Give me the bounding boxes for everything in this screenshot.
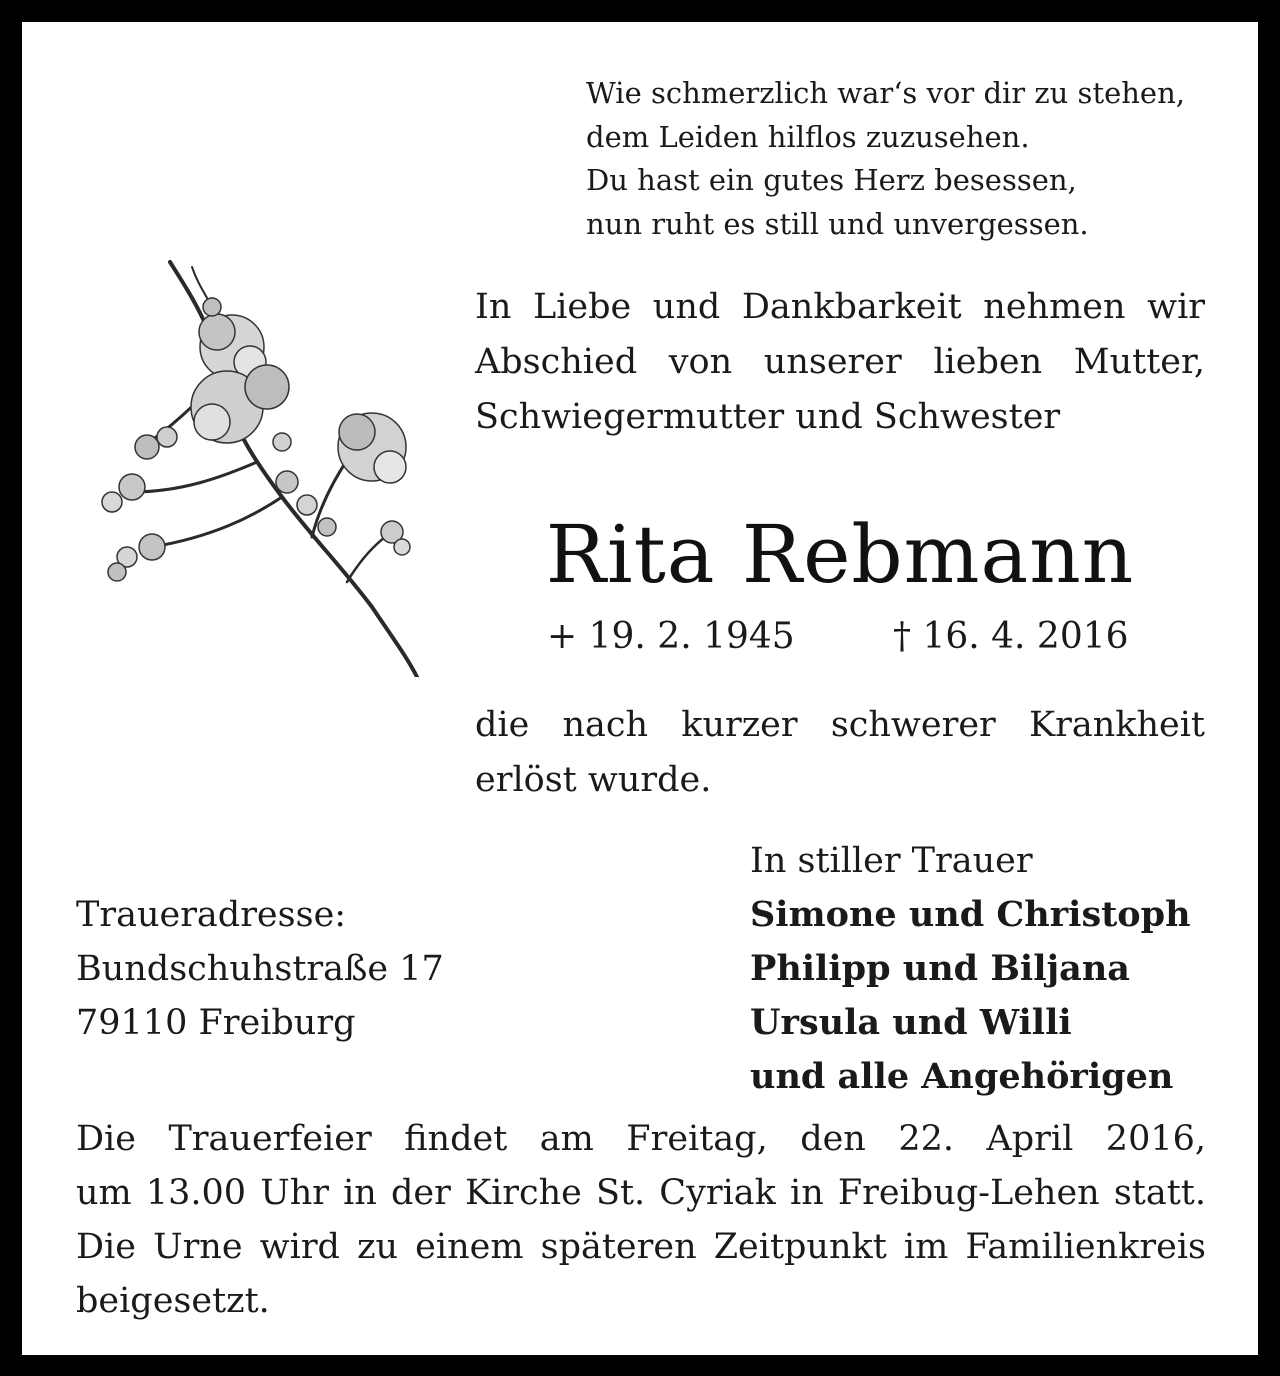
ceremony-text <box>76 1112 1206 1328</box>
ceremony-line: Die Urne wird zu einem späteren Zeitpunkt im Familienkreis <box>76 1227 1206 1267</box>
address-street: Bundschuhstraße 17 <box>76 949 444 989</box>
cherry-blossom-branch-illustration <box>72 237 432 677</box>
deceased-name: Rita Rebmann <box>545 508 1135 601</box>
poem-line: dem Leiden hilflos zuzusehen. <box>586 119 1030 154</box>
obituary-notice <box>22 22 1258 1355</box>
address-city: 79110 Freiburg <box>76 1003 356 1043</box>
intro-line: Abschied von unserer lieben Mutter, <box>475 342 1205 382</box>
poem-line: Wie schmerzlich war‘s vor dir zu stehen, <box>586 76 1185 110</box>
mourners-heading: In stiller Trauer <box>750 841 1033 881</box>
ceremony-line: um 13.00 Uhr in der Kirche St. Cyriak in Freibug-Lehen statt. <box>76 1173 1206 1213</box>
passing-line: die nach kurzer schwerer Krankheit <box>475 705 1205 745</box>
ceremony-line: Die Trauerfeier findet am Freitag, den 22. April 2016, <box>76 1119 1206 1159</box>
intro-line: Schwiegermutter und Schwester <box>475 397 1061 437</box>
mourner-name: und alle Angehörigen <box>750 1056 1174 1097</box>
mourners-block <box>750 834 1191 1104</box>
intro-line: In Liebe und Dankbarkeit nehmen wir <box>475 287 1205 327</box>
poem-line: Du hast ein gutes Herz besessen, <box>586 163 1077 197</box>
mourner-name: Ursula und Willi <box>750 1002 1072 1043</box>
intro-text <box>475 280 1205 445</box>
mourner-name: Philipp und Biljana <box>750 948 1130 989</box>
poem-line: nun ruht es still und unvergessen. <box>586 206 1089 241</box>
birth-date: + 19. 2. 1945 <box>547 616 795 657</box>
address-label: Traueradresse: <box>76 895 347 935</box>
passing-text <box>475 698 1205 808</box>
memorial-poem <box>586 72 1185 246</box>
mourning-address <box>76 888 444 1050</box>
death-date: † 16. 4. 2016 <box>893 616 1129 657</box>
mourner-name: Simone und Christoph <box>750 894 1191 935</box>
ceremony-line: beigesetzt. <box>76 1281 270 1321</box>
passing-line: erlöst wurde. <box>475 760 712 800</box>
